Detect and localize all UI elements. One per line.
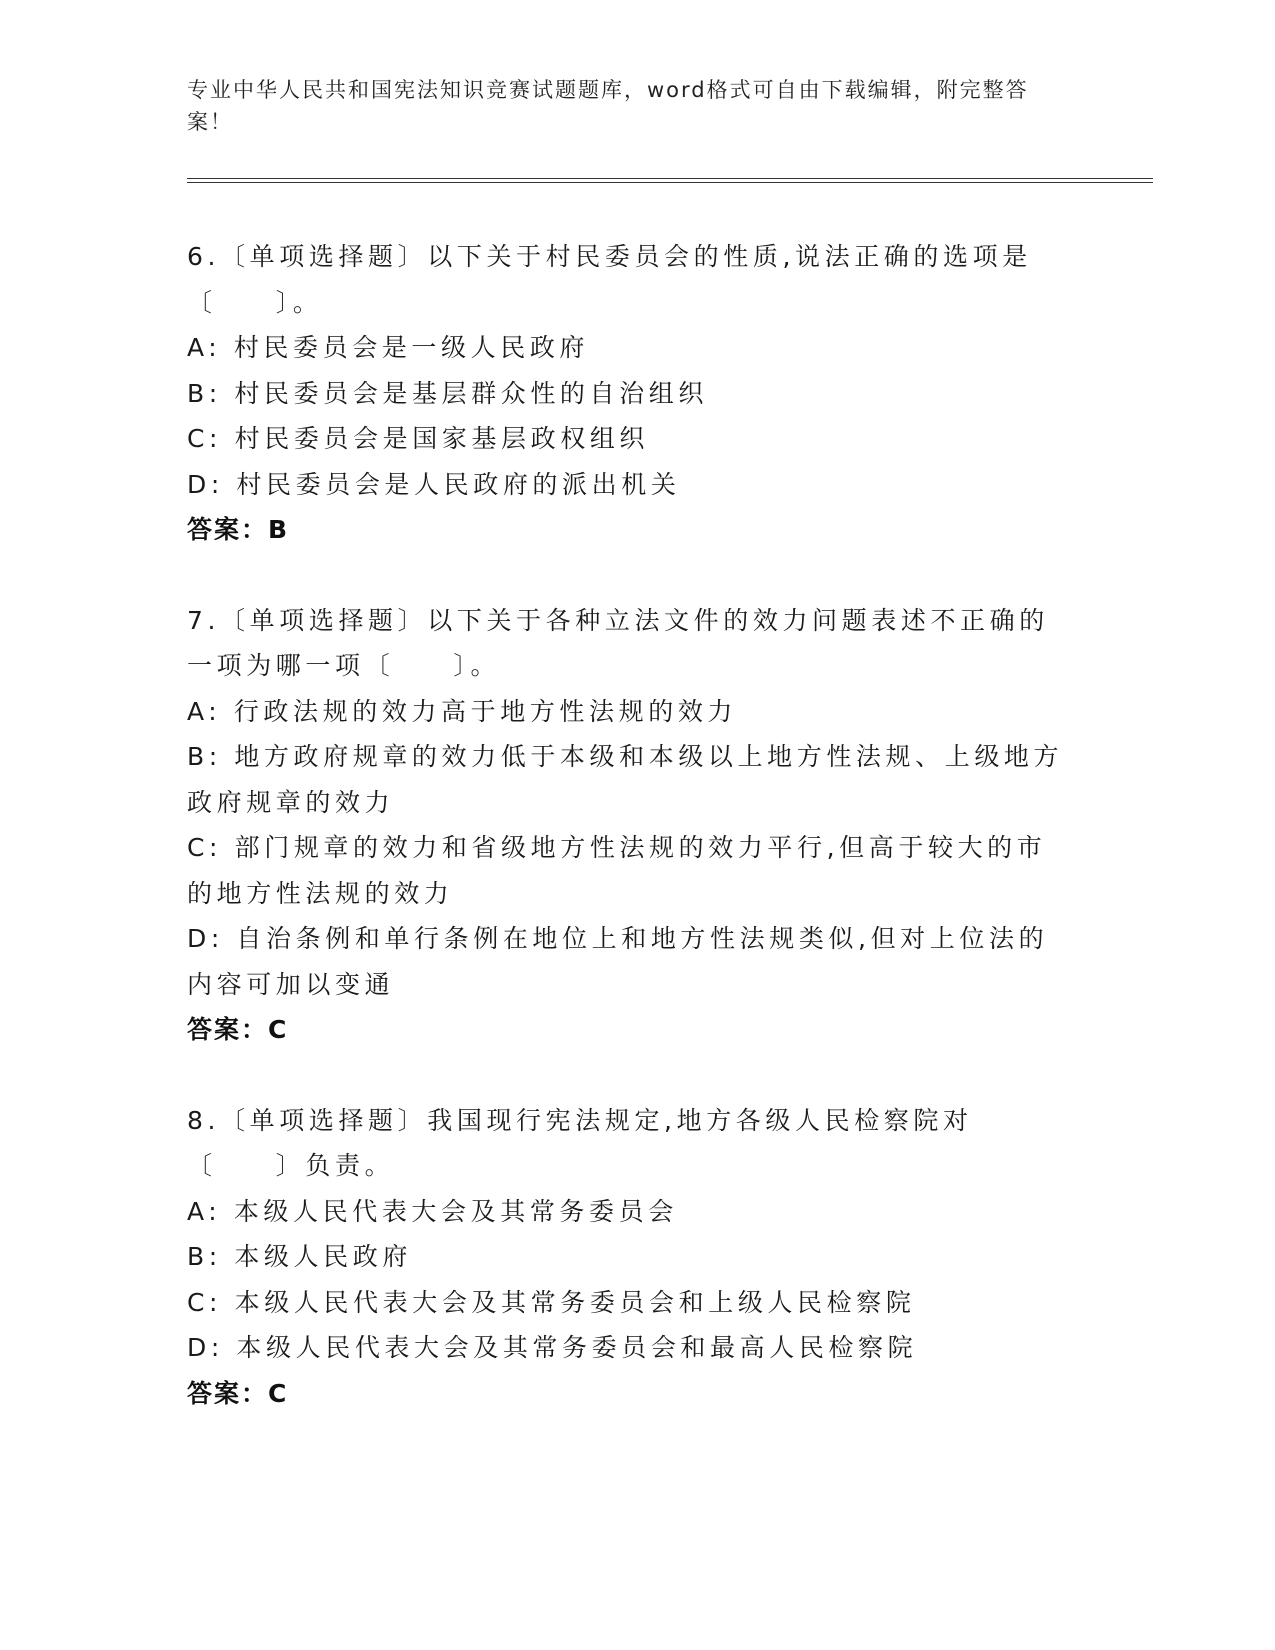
option-d: D: 村民委员会是人民政府的派出机关 [187,469,681,499]
question-stem: 8.〔单项选择题〕我国现行宪法规定,地方各级人民检察院对〔 〕负责。 [187,1105,973,1180]
option-a: A: 本级人民代表大会及其常务委员会 [187,1196,678,1226]
option-a: A: 村民委员会是一级人民政府 [187,333,590,362]
question-7 [187,598,1067,1053]
question-6 [187,234,1067,553]
page-header: 专业中华人民共和国宪法知识竞赛试题题库，word格式可自由下载编辑，附完整答案！ [187,78,1029,134]
option-d: D: 本级人民代表大会及其常务委员会和最高人民检察院 [187,1333,918,1362]
answer-label: 答案：B [187,515,290,544]
question-8 [187,1098,1067,1417]
option-b: B: 本级人民政府 [187,1242,412,1271]
question-stem: 6.〔单项选择题〕以下关于村民委员会的性质,说法正确的选项是〔 〕。 [187,242,1032,317]
option-b: B: 地方政府规章的效力低于本级和本级以上地方性法规、上级地方政府规章的效力 [187,742,1064,817]
option-c: C: 本级人民代表大会及其常务委员会和上级人民检察院 [187,1287,916,1317]
option-c: C: 部门规章的效力和省级地方性法规的效力平行,但高于较大的市的地方性法规的效力 [187,833,1047,908]
question-list [187,234,1067,1461]
option-d: D: 自治条例和单行条例在地位上和地方性法规类似,但对上位法的内容可加以变通 [187,924,1049,999]
answer-label: 答案：C [187,1378,289,1408]
question-stem: 7.〔单项选择题〕以下关于各种立法文件的效力问题表述不正确的一项为哪一项〔 〕。 [187,605,1049,680]
answer-label: 答案：C [187,1015,289,1044]
header-double-rule [187,178,1153,183]
option-b: B: 村民委员会是基层群众性的自治组织 [187,378,708,408]
option-c: C: 村民委员会是国家基层政权组织 [187,424,650,453]
option-a: A: 行政法规的效力高于地方性法规的效力 [187,696,738,726]
